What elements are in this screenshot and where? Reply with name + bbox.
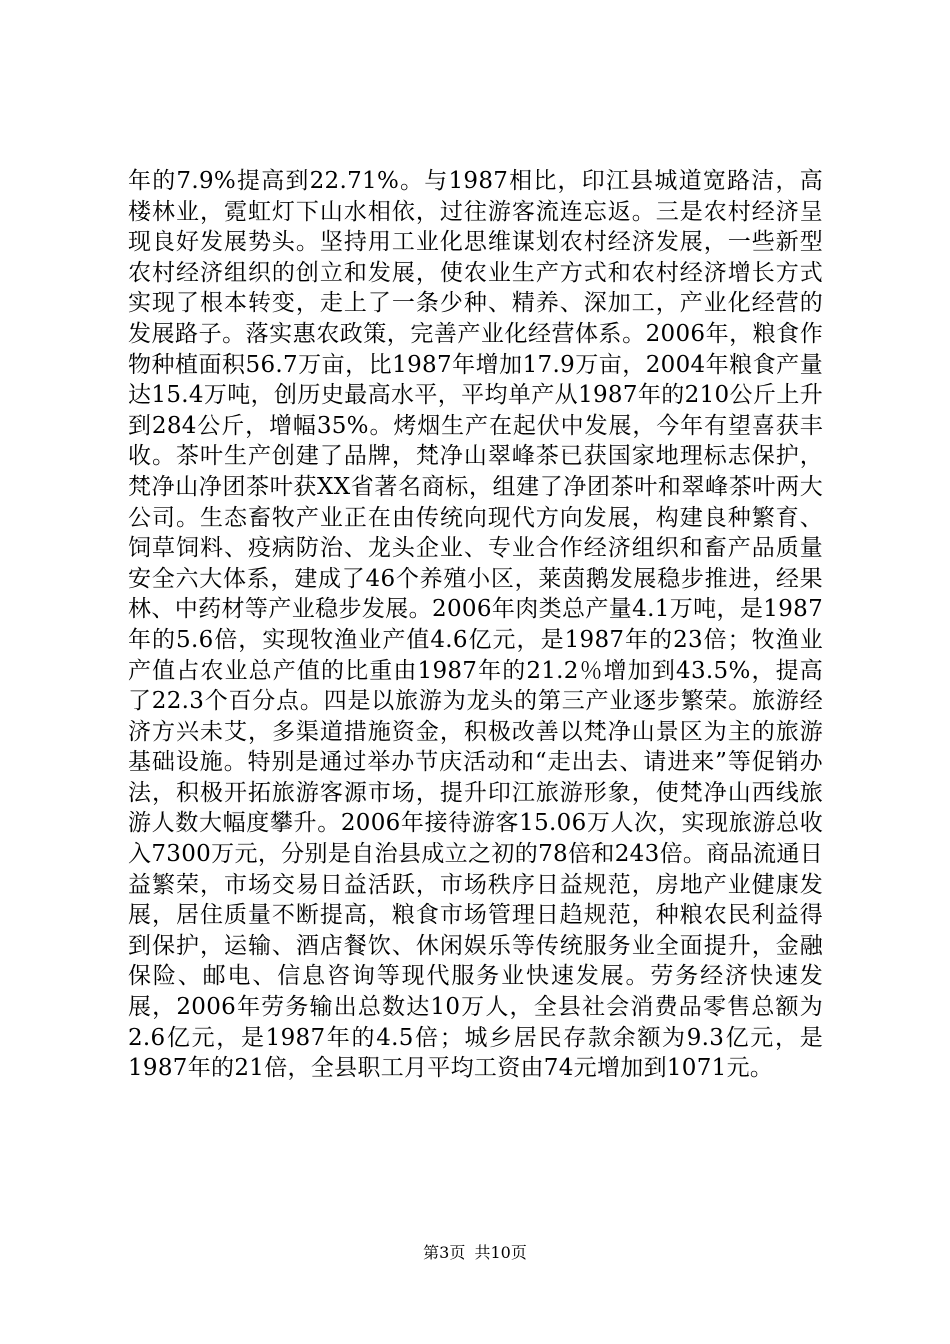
- page-footer: [0, 1240, 950, 1263]
- body-paragraph: 年的7.9%提高到22.71%。与1987相比，印江县城道宽路洁，高楼林业，霓虹灯下山水相依，过往游客流连忘返。三是农村经济呈现良好发展势头。坚持用工业化思维谋划农村经济发展，一些新型农村经济组织的创立和发展，使农业生产方式和农村经济增长方式实现了根本转变，走上了一条少种、精养、深加工，产业化经营的发展路子。落实惠农政策，完善产业化经营体系。2006年，粮食作物种植面积56.7万亩，比1987年增加17.9万亩，2004年粮食产量达15.4万吨，创历史最高水平，平均单产从1987年的210公斤上升到284公斤，增幅35%。烤烟生产在起伏中发展，今年有望喜获丰收。茶叶生产创建了品牌，梵净山翠峰茶已获国家地理标志保护，梵净山净团茶叶获XX省著名商标，组建了净团茶叶和翠峰茶叶两大公司。生态畜牧产业正在由传统向现代方向发展，构建良种繁育、饲草饲料、疫病防治、龙头企业、专业合作经济组织和畜产品质量安全六大体系，建成了46个养殖小区，莱茵鹅发展稳步推进，经果林、中药材等产业稳步发展。2006年肉类总产量4.1万吨，是1987年的5.6倍，实现牧渔业产值4.6亿元，是1987年的23倍；牧渔业产值占农业总产值的比重由1987年的21.2％增加到43.5%，提高了22.3个百分点。四是以旅游为龙头的第三产业逐步繁荣。旅游经济方兴未艾，多渠道措施资金，积极改善以梵净山景区为主的旅游基础设施。特别是通过举办节庆活动和“走出去、请进来”等促销办法，积极开拓旅游客源市场，提升印江旅游形象，使梵净山西线旅游人数大幅度攀升。2006年接待游客15.06万人次，实现旅游总收入7300万元，分别是自治县成立之初的78倍和243倍。商品流通日益繁荣，市场交易日益活跃，市场秩序日益规范，房地产业健康发展，居住质量不断提高，粮食市场管理日趋规范，种粮农民利益得到保护，运输、酒店餐饮、休闲娱乐等传统服务业全面提升，金融保险、邮电、信息咨询等现代服务业快速发展。劳务经济快速发展，2006年劳务输出总数达10万人，全县社会消费品零售总额为2.6亿元，是1987年的4.5倍；城乡居民存款余额为9.3亿元，是1987年的21倍，全县职工月平均工资由74元增加到1071元。: [128, 168, 823, 1082]
- total-page-count: 共10页: [474, 1243, 527, 1262]
- current-page-number: 第3页: [423, 1243, 466, 1262]
